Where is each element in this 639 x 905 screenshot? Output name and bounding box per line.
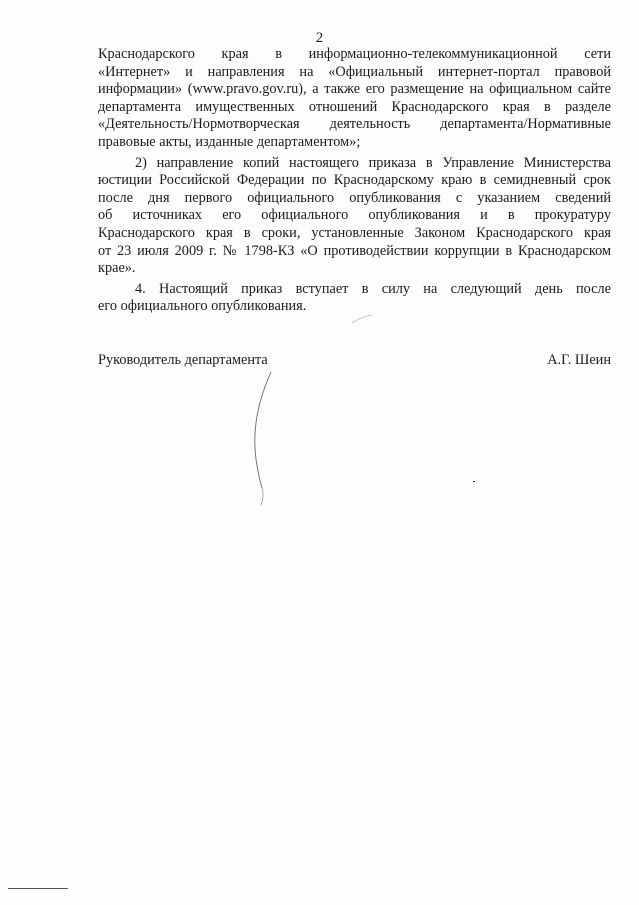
footer-rule <box>8 888 68 889</box>
text-line: об источниках его официального опубликования и в прокуратуру <box>98 207 611 224</box>
text-line: после дня первого официального опубликования с указанием сведений <box>98 189 611 206</box>
text-line: департамента имущественных отношений Краснодарского края в разделе <box>98 98 611 115</box>
signer-position: Руководитель департамента <box>98 352 268 368</box>
text-line: его официального опубликования. <box>98 298 307 315</box>
text-line: Краснодарского края в сроки, установленные Законом Краснодарского края <box>98 224 611 241</box>
scan-speck <box>473 481 475 482</box>
text-line: «Деятельность/Нормотворческая деятельность департамента/Нормативные <box>98 116 611 133</box>
signer-name: А.Г. Шеин <box>547 352 611 368</box>
text-line: 4. Настоящий приказ вступает в силу на следующий день после <box>135 280 611 297</box>
text-line: Краснодарского края в информационно-телекоммуникационной сети <box>98 46 611 62</box>
text-line: юстиции Российской Федерации по Краснодарскому краю в семидневный срок <box>98 172 611 189</box>
text-line: 2) направление копий настоящего приказа в Управление Министерства <box>135 154 611 171</box>
text-line: информации» (www.pravo.gov.ru), а также его размещение на официальном сайте <box>98 81 611 98</box>
page-number: 2 <box>315 30 324 46</box>
text-line: «Интернет» и направления на «Официальный интернет-портал правовой <box>98 63 611 80</box>
text-line: крае». <box>98 260 136 277</box>
text-line: правовые акты, изданные департаментом»; <box>98 133 361 150</box>
text-line: от 23 июля 2009 г. № 1798-КЗ «О противодействии коррупции в Краснодарском <box>98 242 611 259</box>
